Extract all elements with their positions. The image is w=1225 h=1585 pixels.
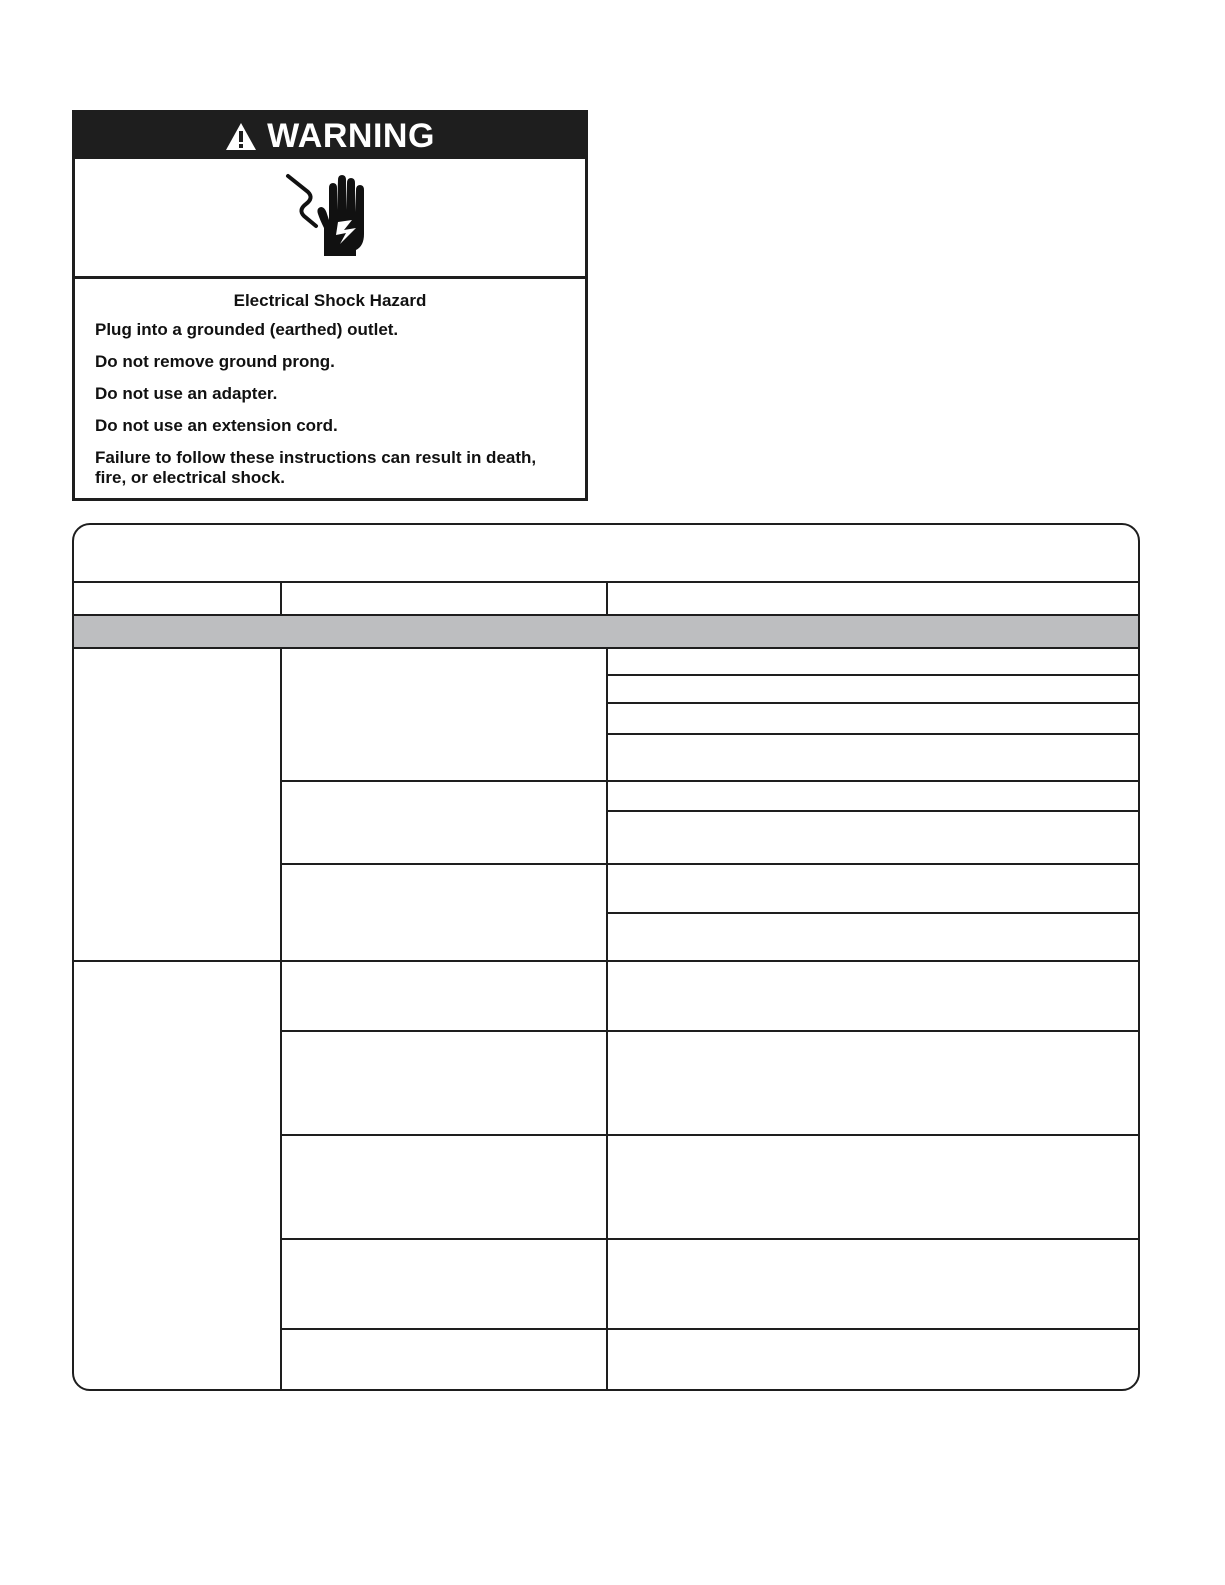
- solution-cell: [608, 735, 1138, 780]
- instruction-adapter: Do not use an adapter.: [95, 384, 278, 403]
- solution-cell: [608, 704, 1138, 735]
- solution-cell: [608, 812, 1138, 863]
- solution-cell: [608, 782, 1138, 812]
- cause-stack: [282, 962, 1138, 1391]
- cause-row: [282, 649, 1138, 782]
- solution-cell: [608, 914, 1138, 960]
- solution-cell: [608, 1240, 1138, 1328]
- instruction-grounded-outlet: Plug into a grounded (earthed) outlet.: [95, 320, 399, 339]
- solution-cell: [608, 649, 1138, 676]
- instruction-ground-prong: Do not remove ground prong.: [95, 352, 335, 371]
- table-title-row: [74, 525, 1138, 583]
- solution-cell: [608, 1136, 1138, 1238]
- solution-stack: [608, 1136, 1138, 1238]
- cause-row: [282, 962, 1138, 1032]
- solution-cell: [608, 1330, 1138, 1391]
- header-cell-cause: [282, 583, 608, 614]
- solution-stack: [608, 865, 1138, 960]
- instruction-failure-consequence: Failure to follow these instructions can result in death, fire, or electrical shock.: [95, 448, 537, 487]
- cause-cell: [282, 865, 608, 960]
- header-cell-problem: [74, 583, 282, 614]
- table-section-row: [74, 616, 1138, 649]
- cause-row: [282, 865, 1138, 960]
- warning-title: WARNING: [267, 116, 435, 155]
- solution-stack: [608, 1330, 1138, 1391]
- cause-cell: [282, 782, 608, 863]
- warning-box: [72, 110, 588, 501]
- solution-cell: [608, 676, 1138, 704]
- cause-row: [282, 1240, 1138, 1330]
- instruction-extension-cord: Do not use an extension cord.: [95, 416, 338, 435]
- header-cell-solution: [608, 583, 1138, 614]
- solution-stack: [608, 1032, 1138, 1134]
- cause-cell: [282, 962, 608, 1030]
- problem-group-2: [74, 962, 1138, 1391]
- cause-cell: [282, 1330, 608, 1391]
- solution-stack: [608, 649, 1138, 780]
- troubleshooting-table: [72, 523, 1140, 1391]
- warning-symbol-panel: [75, 159, 585, 279]
- cause-row: [282, 1032, 1138, 1136]
- hazard-title: Electrical Shock Hazard: [233, 291, 427, 310]
- problem-cell: [74, 962, 282, 1391]
- table-header-row: [74, 583, 1138, 616]
- cause-row: [282, 1330, 1138, 1391]
- cause-cell: [282, 1032, 608, 1134]
- solution-cell: [608, 865, 1138, 914]
- warning-body: [75, 279, 585, 488]
- solution-stack: [608, 1240, 1138, 1328]
- solution-stack: [608, 962, 1138, 1030]
- cause-stack: [282, 649, 1138, 960]
- warning-triangle-icon: [225, 122, 257, 151]
- cause-cell: [282, 1240, 608, 1328]
- problem-cell: [74, 649, 282, 960]
- cause-row: [282, 782, 1138, 865]
- cause-row: [282, 1136, 1138, 1240]
- solution-stack: [608, 782, 1138, 863]
- problem-group-1: [74, 649, 1138, 962]
- electrical-shock-hand-icon: [280, 170, 380, 266]
- solution-cell: [608, 1032, 1138, 1134]
- solution-cell: [608, 962, 1138, 1030]
- cause-cell: [282, 649, 608, 780]
- cause-cell: [282, 1136, 608, 1238]
- warning-header: [75, 113, 585, 159]
